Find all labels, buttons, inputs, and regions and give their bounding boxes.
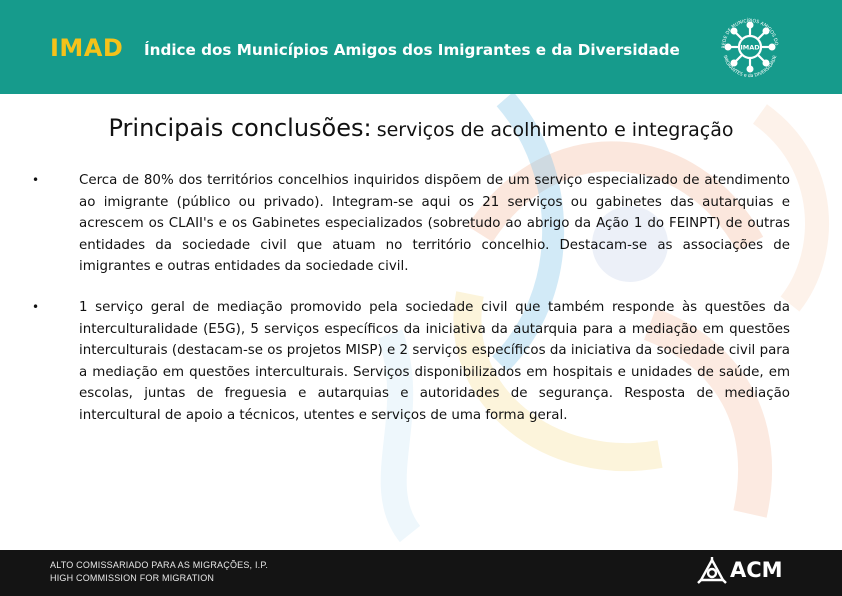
page-title xyxy=(0,114,842,142)
list-item xyxy=(32,170,790,278)
page-title-sub: serviços de acolhimento e integração xyxy=(376,119,734,141)
bullet-text: 1 serviço geral de mediação promovido pela sociedade civil que também responde às questões da interculturalidade (E5G), 5 serviços específicos da iniciativa da autarquia para a mediação em questões interculturais (destacam-se os projetos MISP) e 2 serviços específicos da iniciativa da sociedade civil para a mediação em questões interculturais. Serviços disponibilizados em hospitais e unidades de saúde, em escolas, juntas de freguesia e autarquias e autoridades de segurança. Resposta de mediação intercultural de apoio a técnicos, utentes e serviços de uma forma geral. xyxy=(79,299,790,423)
imad-seal-logo xyxy=(713,10,787,84)
seal-arc-bottom-text: IMIGRANTES e da DIVERSIDADE xyxy=(721,54,779,80)
page-title-main: Principais conclusões: xyxy=(108,114,372,142)
acm-logo-text: ACM xyxy=(730,558,783,582)
header-banner xyxy=(0,0,842,94)
brand-logo-text: IMAD xyxy=(50,34,124,62)
acm-logo-icon xyxy=(697,557,727,587)
brand-subtitle: Índice dos Municípios Amigos dos Imigrantes e da Diversidade xyxy=(144,41,680,59)
footer-org-name-pt: ALTO COMISSARIADO PARA AS MIGRAÇÕES, I.P. xyxy=(50,560,269,570)
bullet-marker: • xyxy=(32,173,40,187)
list-item xyxy=(32,297,790,427)
bullet-text: Cerca de 80% dos territórios concelhios inquiridos dispõem de um serviço especializado de atendimento ao imigrante (público ou privado). Integram-se aqui os 21 serviços ou gabinetes das autarquias e acrescem os CLAII's e os Gabinetes especializados (sobretudo ao abrigo da Ação 1 do FEINPT) de outras entidades da sociedade civil que atuam no território concelhio. Destacam-se as associações de imigrantes e outras entidades da sociedade civil. xyxy=(79,173,790,275)
bullet-marker: • xyxy=(32,299,40,314)
footer-org-name-en: HIGH COMMISSION FOR MIGRATION xyxy=(50,573,215,583)
seal-arc-top-text: REDE DE MUNICÍPIOS AMIGOS DO xyxy=(721,18,779,49)
conclusions-list xyxy=(32,170,790,446)
seal-center-text: IMAD xyxy=(740,43,760,52)
